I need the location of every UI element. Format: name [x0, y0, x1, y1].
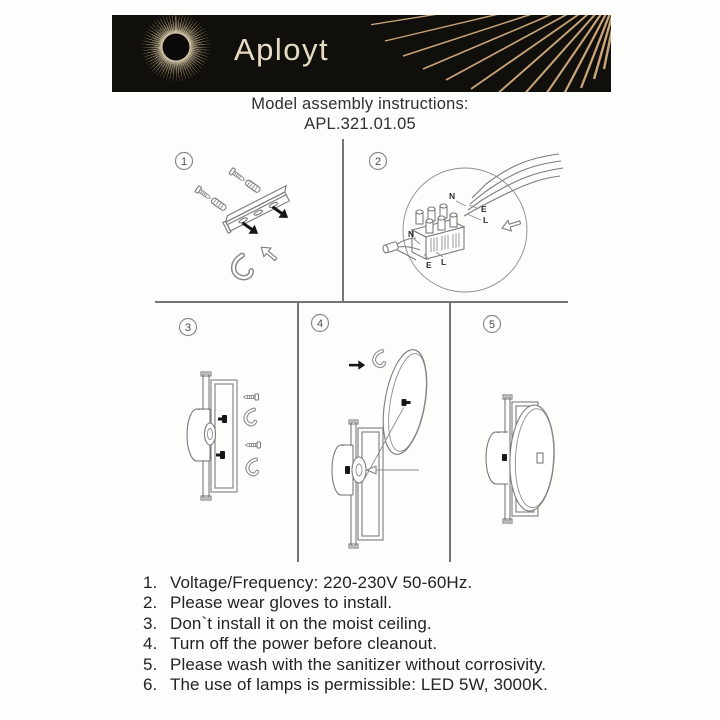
step-badge: [370, 153, 387, 170]
wire-label-l-bottom: L: [441, 257, 447, 267]
step-badge: [176, 153, 193, 170]
instruction-list: [143, 573, 603, 695]
open-direction-arrow: [500, 217, 521, 233]
wall-anchor-screw: [195, 186, 228, 212]
instruction-text: Please wash with the sanitizer without corrosivity.: [170, 654, 547, 674]
brand-name: Aployt: [234, 32, 330, 67]
terminal-block: [412, 204, 464, 259]
instruction-text: The use of lamps is permissible: LED 5W, 3000K.: [170, 675, 548, 695]
mains-wires: [464, 154, 563, 216]
frame-joint: [537, 453, 543, 463]
wire-label-e-top: E: [481, 204, 487, 214]
step-5-panel: [455, 310, 600, 562]
panel-divider-vertical-left: [297, 302, 299, 562]
instruction-item: [143, 614, 603, 634]
set-screw: [218, 415, 227, 423]
brand-banner: [112, 15, 611, 92]
step-2-panel: [352, 146, 567, 308]
instruction-text: Voltage/Frequency: 220-230V 50-60Hz.: [170, 573, 473, 592]
panel-divider-vertical-top: [342, 139, 344, 302]
wire-label-e-bottom: E: [426, 260, 432, 270]
step-4-panel: [303, 310, 447, 562]
mounting-axis-arrow: [367, 466, 419, 474]
instruction-item: [143, 593, 603, 613]
set-screw: [216, 451, 225, 459]
instruction-text: Please wear gloves to install.: [170, 593, 393, 613]
set-screw: [502, 454, 507, 461]
svg-text:1: 1: [180, 156, 188, 168]
hex-key-icon: [246, 458, 259, 475]
instruction-number: 5.: [143, 654, 158, 674]
open-direction-arrow: [258, 243, 280, 264]
wire-label-n-top: N: [449, 191, 456, 201]
hex-key-icon: [244, 408, 257, 425]
page-title: [0, 94, 720, 134]
title-model-number: APL.321.01.05: [304, 115, 416, 133]
instruction-item: [143, 634, 603, 654]
hex-key-icon: [373, 350, 385, 367]
step-badge: [180, 319, 197, 336]
instruction-number: 6.: [143, 675, 158, 695]
panel-divider-vertical-right: [449, 302, 451, 562]
wire-label-n-bottom: N: [408, 229, 415, 239]
instruction-number: 2.: [143, 593, 158, 613]
starburst-fade-overlay: [142, 15, 210, 81]
svg-text:4: 4: [316, 318, 324, 330]
svg-text:3: 3: [184, 322, 192, 334]
corner-rays-decoration: [371, 15, 611, 92]
hex-key-icon: [230, 254, 252, 280]
instruction-number: 3.: [143, 613, 158, 633]
set-screw: [345, 466, 350, 474]
step-1-panel: [150, 146, 335, 298]
screw-icon: [244, 394, 259, 400]
diffuser-disc-installed: [507, 404, 556, 512]
svg-text:2: 2: [374, 156, 382, 168]
instruction-item: [143, 655, 603, 675]
instruction-item: [143, 573, 603, 593]
step-3-panel: [155, 310, 295, 562]
lamp-frame: [358, 428, 383, 540]
step-badge: [312, 315, 329, 332]
step-badge: [484, 316, 501, 333]
wire-label-l-top: L: [483, 215, 489, 225]
screw-icon: [246, 442, 261, 448]
title-heading: Model assembly instructions:: [251, 95, 469, 113]
instruction-number: 4.: [143, 634, 158, 654]
instruction-text: Turn off the power before cleanout.: [170, 634, 438, 654]
instruction-text: Don`t install it on the moist ceiling.: [170, 613, 432, 633]
instruction-number: 1.: [143, 573, 158, 592]
svg-text:5: 5: [488, 319, 496, 331]
wall-anchor-screw: [229, 168, 262, 194]
direction-arrow: [349, 360, 365, 369]
instruction-item: [143, 675, 603, 695]
